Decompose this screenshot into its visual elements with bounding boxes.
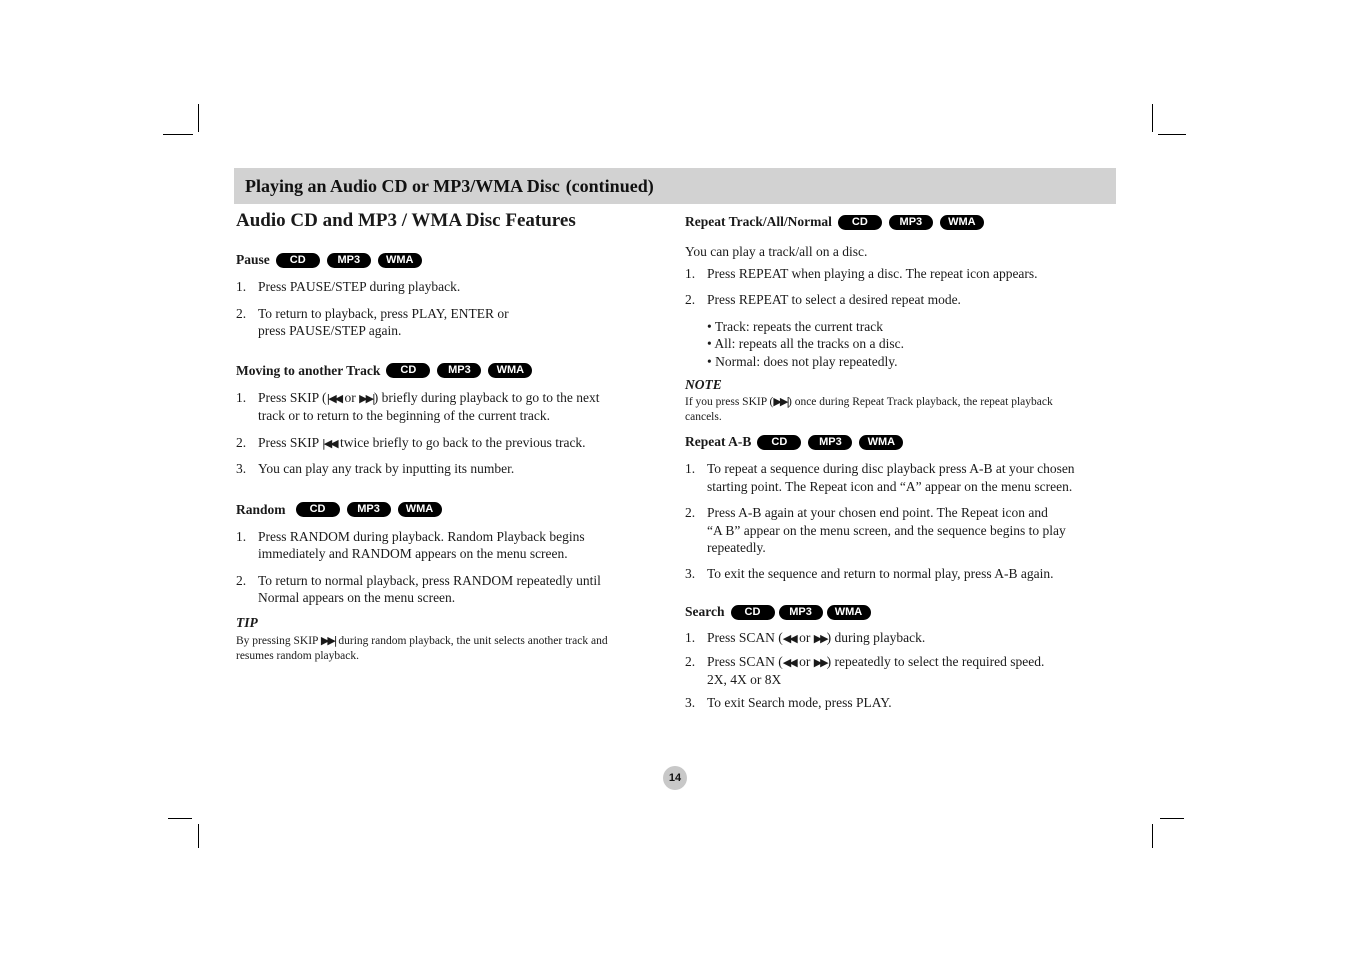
note-text-part: cancels. (685, 411, 722, 423)
list-item (236, 434, 666, 453)
scan-back-icon: ◀◀ (782, 655, 796, 669)
tip-text (236, 633, 666, 664)
pause-label: Pause (236, 252, 270, 267)
step-text: Press REPEAT to select a desired repeat mode. (707, 292, 961, 307)
tip-title: TIP (236, 614, 258, 630)
step-number: 2. (685, 292, 696, 307)
step-text: Normal appears on the menu screen. (258, 590, 456, 605)
cd-badge: CD (296, 502, 340, 517)
repeat-steps (685, 265, 1115, 309)
wma-badge: WMA (488, 363, 532, 378)
tip-text-part: By pressing SKIP (236, 634, 318, 647)
cd-badge: CD (757, 435, 801, 450)
list-item: • Track: repeats the current track (707, 318, 884, 334)
title-suffix: (continued) (565, 176, 654, 196)
moving-steps (236, 389, 666, 478)
cd-badge: CD (386, 363, 430, 378)
step-number: 2. (236, 305, 247, 321)
note-text-part: ) once during Repeat Track playback, the repeat playback (788, 396, 1053, 408)
random-steps (236, 528, 666, 607)
step-number: 1. (236, 528, 247, 544)
note-text-part: If you press SKIP ( (685, 396, 774, 408)
page-number: 14 (663, 766, 687, 790)
step-number: 1. (685, 630, 696, 645)
step-number: 3. (236, 461, 247, 476)
step-text: 2X, 4X or 8X (707, 672, 782, 687)
list-item (685, 694, 1115, 712)
random-label: Random (236, 501, 286, 517)
list-item (685, 460, 1115, 495)
step-number: 3. (685, 565, 696, 581)
search-steps (685, 629, 1115, 711)
step-text: twice briefly to go back to the previous track. (340, 434, 586, 450)
step-text: Press RANDOM during playback. Random Playback begins (258, 528, 585, 544)
step-text: Press SKIP ( (258, 389, 327, 405)
step-number: 2. (236, 434, 247, 450)
step-text: immediately and RANDOM appears on the menu screen. (258, 546, 568, 561)
repeat-label: Repeat Track/All/Normal (685, 214, 832, 229)
step-text: To exit Search mode, press PLAY. (707, 694, 892, 710)
step-number: 1. (236, 279, 247, 294)
step-number: 1. (685, 461, 696, 476)
step-text: Press PAUSE/STEP during playback. (258, 279, 461, 294)
step-number: 2. (685, 653, 696, 669)
mp3-badge: MP3 (808, 435, 852, 450)
step-text: or (799, 630, 811, 645)
step-text: Press SKIP (258, 434, 319, 450)
list-item (236, 389, 666, 425)
skip-forward-icon: ▶▶| (773, 395, 788, 408)
list-item (685, 265, 1115, 283)
title-text: Playing an Audio CD or MP3/WMA Disc (245, 176, 560, 196)
tip-text-part: during random playback, the unit selects another track and (338, 634, 608, 647)
search-heading (685, 604, 1115, 620)
scan-forward-icon: ▶▶ (813, 632, 827, 645)
step-text: starting point. The Repeat icon and “A” appear on the menu screen. (707, 478, 1073, 494)
tip-text-part: resumes random playback. (236, 649, 359, 662)
crop-mark (198, 104, 199, 132)
step-text: Press SCAN ( (707, 630, 783, 645)
mp3-badge: MP3 (327, 253, 371, 268)
step-text: track or to return to the beginning of the current track. (258, 408, 551, 423)
pause-heading (236, 252, 666, 268)
list-item (236, 528, 666, 563)
list-item: • All: repeats all the tracks on a disc. (707, 336, 905, 351)
step-text: Press REPEAT when playing a disc. The repeat icon appears. (707, 265, 1038, 281)
crop-mark (1158, 134, 1186, 135)
mp3-badge: MP3 (347, 502, 391, 517)
page-title (245, 176, 654, 197)
crop-mark (1152, 824, 1153, 848)
list-item (685, 291, 1115, 309)
repeat-ab-heading (685, 434, 1115, 450)
skip-forward-icon: ▶▶| (320, 633, 336, 647)
section-title: Audio CD and MP3 / WMA Disc Features (236, 210, 576, 231)
step-number: 3. (685, 694, 696, 710)
repeat-modes (685, 318, 1115, 371)
mp3-badge: MP3 (437, 363, 481, 378)
moving-heading (236, 363, 666, 379)
step-number: 2. (685, 505, 696, 520)
mp3-badge: MP3 (779, 605, 823, 620)
list-item (685, 629, 1115, 648)
repeat-heading (685, 214, 1115, 230)
crop-mark (198, 824, 199, 848)
step-text: To return to normal playback, press RANDOM repeatedly until (258, 572, 601, 588)
scan-back-icon: ◀◀ (782, 632, 796, 645)
skip-back-icon: |◀◀ (322, 436, 337, 450)
step-text: repeatedly. (707, 540, 766, 555)
crop-mark (1160, 818, 1184, 819)
left-column (236, 210, 666, 664)
cd-badge: CD (276, 253, 320, 268)
list-item (236, 572, 666, 607)
repeat-intro: You can play a track/all on a disc. (685, 244, 868, 259)
step-text: or (344, 389, 356, 405)
moving-label: Moving to another Track (236, 362, 381, 378)
header-banner (234, 168, 1116, 204)
wma-badge: WMA (398, 502, 442, 517)
note-text (685, 394, 1115, 425)
skip-forward-icon: ▶▶| (359, 391, 374, 405)
step-text: ) briefly during playback to go to the next (373, 389, 600, 405)
step-text: To exit the sequence and return to normal play, press A-B again. (707, 565, 1054, 581)
cd-badge: CD (838, 215, 882, 230)
step-text: press PAUSE/STEP again. (258, 323, 402, 338)
repeat-ab-label: Repeat A-B (685, 434, 752, 449)
list-item: • Normal: does not play repeatedly. (707, 353, 898, 369)
list-item (685, 504, 1115, 557)
crop-mark (168, 818, 192, 819)
skip-back-icon: |◀◀ (326, 391, 342, 405)
step-text: “A B” appear on the menu screen, and the sequence begins to play (707, 522, 1066, 538)
step-text: Press SCAN ( (707, 653, 783, 669)
wma-badge: WMA (378, 253, 422, 268)
step-text: You can play any track by inputting its number. (258, 461, 515, 476)
crop-mark (163, 134, 193, 135)
list-item (236, 305, 666, 340)
step-text: ) repeatedly to select the required speed. (826, 653, 1045, 669)
step-text: To repeat a sequence during disc playback press A-B at your chosen (707, 461, 1075, 476)
list-item (236, 460, 666, 478)
step-number: 1. (685, 265, 696, 281)
search-label: Search (685, 604, 725, 619)
pause-steps (236, 278, 666, 340)
note-title: NOTE (685, 377, 722, 392)
step-text: ) during playback. (826, 630, 926, 645)
cd-badge: CD (731, 605, 775, 620)
crop-mark (1152, 104, 1153, 132)
scan-forward-icon: ▶▶ (813, 655, 827, 669)
wma-badge: WMA (940, 215, 984, 230)
repeat-ab-steps (685, 460, 1115, 582)
list-item (685, 565, 1115, 583)
random-heading (236, 502, 666, 518)
step-text: or (799, 653, 811, 669)
step-number: 2. (236, 572, 247, 588)
step-number: 1. (236, 389, 247, 405)
list-item (685, 653, 1115, 689)
wma-badge: WMA (827, 605, 871, 620)
step-text: Press A-B again at your chosen end point. The Repeat icon and (707, 505, 1048, 520)
right-column (685, 214, 1115, 711)
list-item (236, 278, 666, 296)
step-text: To return to playback, press PLAY, ENTER or (258, 305, 509, 321)
mp3-badge: MP3 (889, 215, 933, 230)
wma-badge: WMA (859, 435, 903, 450)
